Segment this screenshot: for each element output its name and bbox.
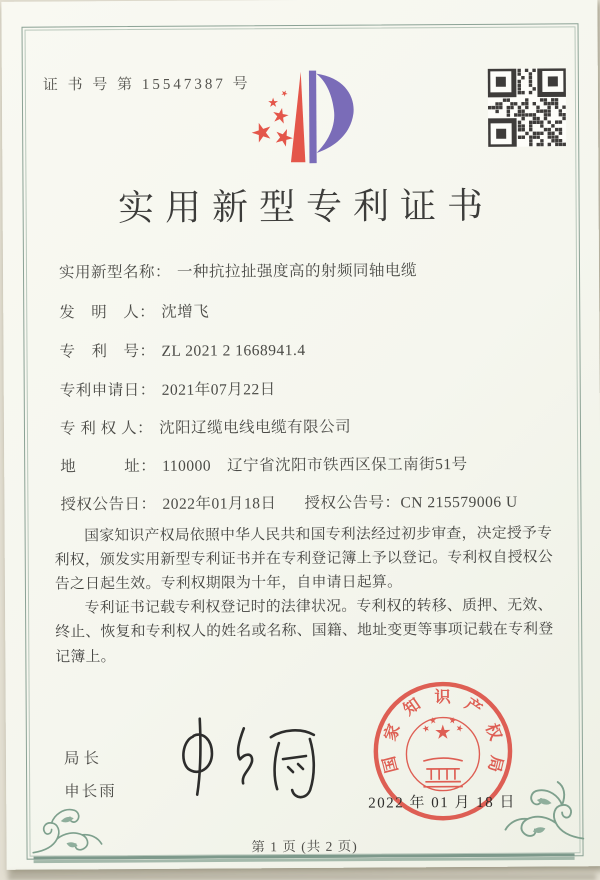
qr-code-icon <box>488 68 566 146</box>
body-paragraph-1: 国家知识产权局依照中华人民共和国专利法经过初步审查，决定授予专利权，颁发实用新型专利证书并在专利登记簿上予以登记。专利权自授权公告之日起生效。专利权期限为十年，自申请日起算。 <box>54 525 554 593</box>
svg-text:产: 产 <box>461 693 486 719</box>
field-value: 一种抗拉扯强度高的射频同轴电缆 <box>176 262 418 281</box>
field-label: 授权公告号： <box>304 494 401 512</box>
corner-floral-ornament-icon <box>503 769 588 854</box>
svg-text:国: 国 <box>379 754 402 775</box>
field-value: 2021年07月22日 <box>161 381 276 399</box>
field-label: 发 明 人： <box>59 303 156 322</box>
field-value: 沈阳辽缆电线电缆有限公司 <box>159 418 352 437</box>
field-row-application-date <box>60 377 276 400</box>
field-label: 专利申请日： <box>59 381 156 400</box>
field-value: 沈增飞 <box>161 303 210 321</box>
field-value: CN 215579006 U <box>400 493 518 512</box>
photo-bottom-shadow <box>8 870 596 880</box>
cnipa-logo-icon <box>232 66 377 171</box>
field-value: 2022年01月18日 <box>162 495 277 513</box>
svg-text:识: 识 <box>434 687 451 707</box>
field-row-patent-number <box>59 338 305 362</box>
field-row-utility-model-name <box>59 258 417 282</box>
field-value: ZL 2021 2 1668941.4 <box>161 341 306 360</box>
field-row-address <box>60 452 468 476</box>
certificate-body-text <box>55 521 562 669</box>
certificate-sheet <box>1 0 600 870</box>
field-label: 专 利 号： <box>59 342 156 361</box>
svg-text:知: 知 <box>399 694 424 720</box>
body-paragraph-2: 专利证书记载专利权登记时的法律状况。专利权的转移、质押、无效、终止、恢复和专利权人的姓名或名称、国籍、地址变更等事项记载在专利登记簿上。 <box>55 597 554 666</box>
officer-name: 申长雨 <box>64 783 117 801</box>
svg-text:权: 权 <box>481 720 506 743</box>
field-label: 专 利 权 人： <box>59 419 154 438</box>
field-row-inventor <box>59 300 209 323</box>
field-row-patentee <box>60 415 351 439</box>
field-row-grant-number <box>304 490 517 513</box>
field-row-grant-date <box>60 491 276 514</box>
field-label: 授权公告日： <box>60 495 157 514</box>
seal-date: 2022 年 01 月 18 日 <box>368 794 517 812</box>
field-value: 110000 辽宁省沈阳市铁西区保工南街51号 <box>162 455 468 475</box>
corner-floral-ornament-icon <box>29 800 103 856</box>
officer-title: 局长 <box>63 750 104 768</box>
field-label: 实用新型名称： <box>58 263 172 282</box>
certificate-title: 实用新型专利证书 <box>117 185 495 229</box>
svg-text:局: 局 <box>484 753 507 775</box>
director-signature-icon <box>162 712 328 813</box>
svg-text:家: 家 <box>380 721 404 744</box>
qr-code <box>488 68 566 146</box>
certificate-number: 证 书 号 第 15547387 号 <box>42 76 251 94</box>
page-number-footer: 第 1 页 (共 2 页) <box>251 838 358 855</box>
field-label: 地 址： <box>60 457 157 476</box>
